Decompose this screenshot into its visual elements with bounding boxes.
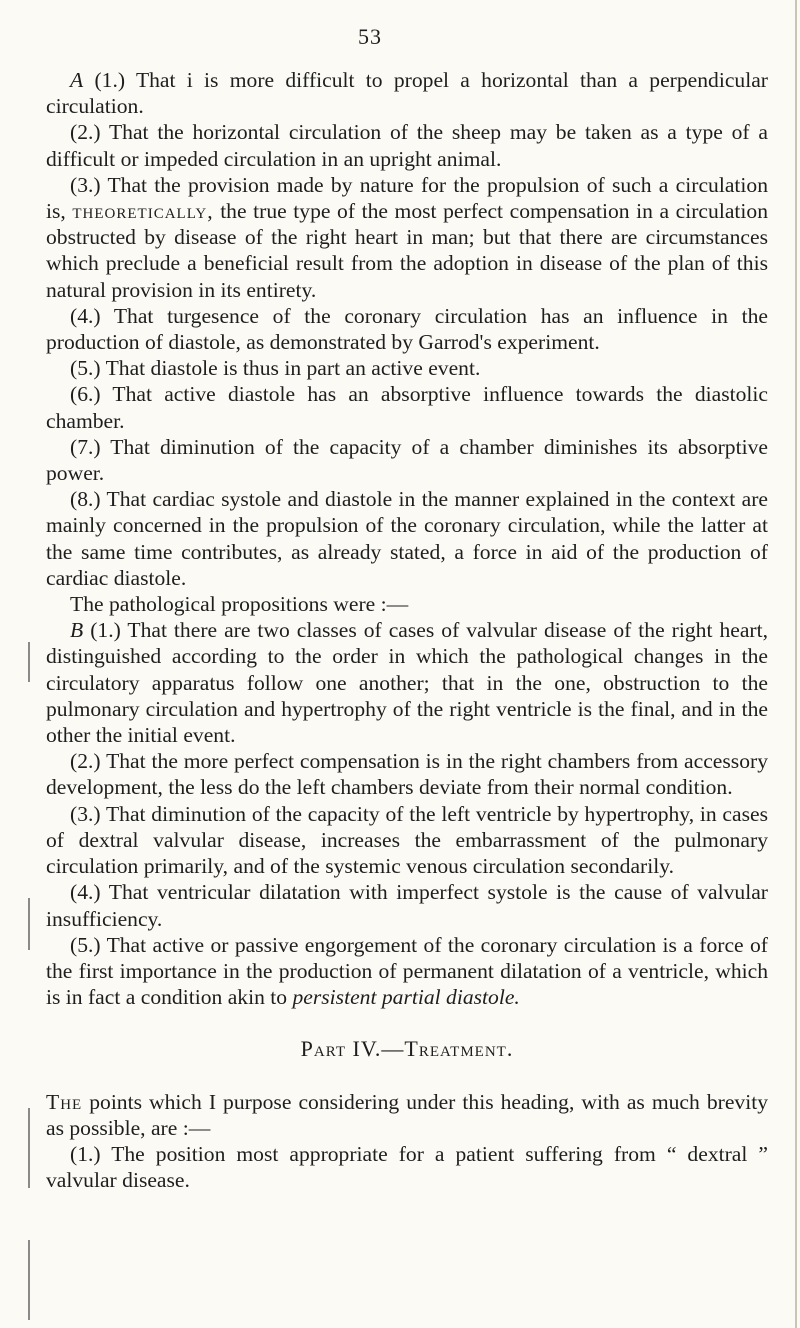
section-b-label: B bbox=[70, 618, 84, 643]
section-b-item-2: (2.) That the more perfect compensation is in the right chambers from accessory development, the less do the left chambers deviate from their normal condition. bbox=[46, 749, 768, 800]
treatment-intro-lead: The bbox=[46, 1089, 83, 1114]
part-heading: Part IV.—Treatment. bbox=[300, 1036, 514, 1062]
section-a-item-8: (8.) That cardiac systole and diastole in the manner explained in the context are mainly concerned in the propulsion of the coronary circulation, while the latter at the same time contributes, as already stated, a force in aid of the production of cardiac diastole. bbox=[46, 487, 768, 590]
section-a-item-2: (2.) That the horizontal circulation of the sheep may be taken as a type of a difficult or impeded circulation in an upright animal. bbox=[46, 120, 768, 171]
section-a-item-1-text: (1.) That i is more difficult to propel a horizontal than a perpendicular circulation. bbox=[46, 68, 768, 119]
gutter-scan-mark bbox=[28, 1108, 30, 1188]
pathological-intro: The pathological propositions were :— bbox=[70, 592, 409, 617]
gutter-scan-mark bbox=[28, 1240, 30, 1320]
page-number: 53 bbox=[358, 24, 382, 49]
gutter-scan-mark bbox=[28, 898, 30, 950]
section-a-item-3 bbox=[46, 172, 768, 303]
gutter-scan-mark bbox=[28, 642, 30, 682]
section-a-item-6: (6.) That active diastole has an absorptive influence towards the diastolic chamber. bbox=[46, 382, 768, 433]
section-a-item-1 bbox=[46, 67, 768, 119]
body-text bbox=[46, 67, 768, 1193]
emphasis-theoretically: theoretically, bbox=[72, 199, 214, 224]
treatment-item-1: (1.) The position most appropriate for a patient suffering from “ dextral ” valvular disease. bbox=[46, 1141, 768, 1193]
treatment-intro-rest: points which I purpose considering under this heading, with as much brevity as possible, are :— bbox=[46, 1089, 768, 1140]
section-b-item-3: (3.) That diminution of the capacity of the left ventricle by hypertrophy, in cases of dextral valvular disease, increases the embarrassment of the pulmonary circulation primarily, and of the systemic venous circulation secondarily. bbox=[46, 801, 768, 879]
section-b-item-5-lead: (5.) That active or passive engorgement of the coronary circulation is a force of the first importance in the production of permanent dilatation of a ventricle, which is in fact a condition akin to bbox=[46, 932, 768, 1010]
page-edge bbox=[795, 0, 797, 1328]
section-a-item-7: (7.) That diminution of the capacity of a chamber diminishes its absorptive power. bbox=[46, 434, 768, 486]
section-b-item-4: (4.) That ventricular dilatation with imperfect systole is the cause of valvular insufficiency. bbox=[46, 880, 768, 931]
section-a-item-5: (5.) That diastole is thus in part an active event. bbox=[70, 356, 481, 381]
emphasis-persistent-partial-diastole: persistent partial diastole. bbox=[292, 985, 520, 1010]
section-a-label: A bbox=[70, 68, 84, 92]
treatment-intro bbox=[46, 1089, 768, 1141]
section-b-item-5 bbox=[46, 932, 768, 1011]
section-a-item-3-rest: the true type of the most perfect compensation in a circulation obstructed by disease of the right heart in man; but that there are circumstances which preclude a beneficial result from the adoption in disease of the plan of this natural provision in its entirety. bbox=[46, 199, 768, 302]
section-a-item-4: (4.) That turgesence of the coronary circulation has an influence in the production of diastole, as demonstrated by Garrod's experiment. bbox=[46, 303, 768, 355]
section-a-item-3-lead: (3.) That the provision made by nature for the propulsion of such a circulation is, bbox=[46, 172, 768, 224]
section-b-item-1-text: (1.) That there are two classes of cases of valvular disease of the right heart, distinguished according to the order in which the pathological changes in the circulatory apparatus follow one another; that in the one, obstruction to the pulmonary circulation and hypertrophy of the right ventricle is the final, and in the other the initial event. bbox=[46, 618, 768, 748]
section-b-item-1 bbox=[46, 617, 768, 748]
